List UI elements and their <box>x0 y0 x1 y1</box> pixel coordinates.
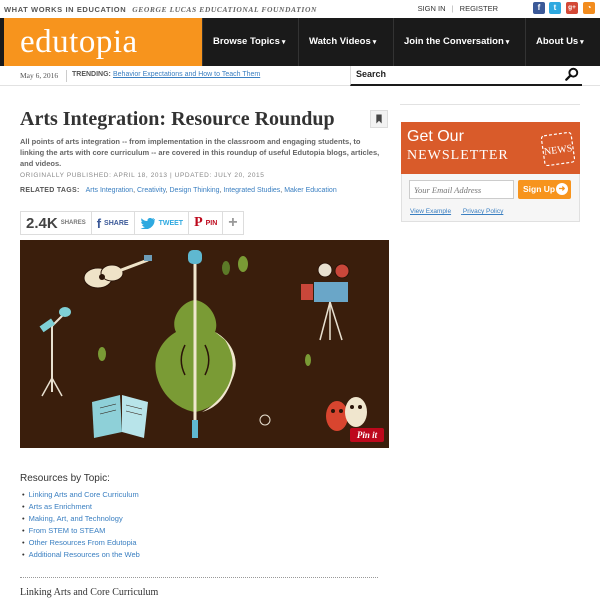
facebook-icon: f <box>96 215 102 231</box>
logo-text: edutopia <box>20 24 138 60</box>
news-stamp-icon <box>541 132 575 166</box>
magnifier-icon[interactable] <box>565 67 579 81</box>
twitter-icon[interactable]: t <box>549 2 561 14</box>
search-label: Search <box>356 69 387 79</box>
more-share-button[interactable]: + <box>228 214 238 231</box>
newsletter-links <box>410 208 513 215</box>
trending-link[interactable]: Behavior Expectations and How to Teach Them <box>113 71 261 78</box>
top-utility-bar <box>0 0 600 18</box>
site-tagline <box>4 5 317 14</box>
resources-heading: Resources by Topic: <box>20 473 110 484</box>
share-bar <box>20 211 244 235</box>
tag-link[interactable]: Design Thinking <box>169 187 220 194</box>
tag-link[interactable]: Maker Education <box>284 187 337 194</box>
resource-link[interactable]: • Other Resources From Edutopia <box>22 537 140 549</box>
sidebar-divider <box>400 104 580 105</box>
email-field[interactable]: Your Email Address <box>409 180 514 199</box>
section-divider <box>20 577 378 578</box>
tags-label: RELATED TAGS: <box>20 187 80 194</box>
pinterest-share-button[interactable] <box>189 212 223 234</box>
edutopia-logo[interactable] <box>4 18 202 66</box>
facebook-share-button[interactable] <box>92 212 135 234</box>
share-count-value: 2.4K <box>26 214 58 232</box>
sign-in-link[interactable]: SIGN IN <box>417 4 446 13</box>
share-count-label: SHARES <box>60 220 86 226</box>
search-box[interactable] <box>350 66 582 86</box>
sign-up-button[interactable] <box>518 180 571 199</box>
resource-link[interactable]: • Making, Art, and Technology <box>22 513 140 525</box>
current-date: May 6, 2016 <box>20 71 59 80</box>
share-count <box>21 212 92 234</box>
newsletter-banner <box>401 122 580 174</box>
nav-about-us[interactable]: About Us ▾ <box>525 18 600 66</box>
newsletter-line1: Get Our <box>407 128 464 145</box>
account-links <box>414 4 498 13</box>
nav-join-conversation[interactable]: Join the Conversation ▾ <box>393 18 523 66</box>
privacy-policy-link[interactable]: Privacy Policy <box>462 208 504 215</box>
resource-link[interactable]: • Arts as Enrichment <box>22 501 140 513</box>
foundation-link[interactable]: GEORGE LUCAS EDUCATIONAL FOUNDATION <box>132 5 317 14</box>
news-stamp-text: NEWS <box>543 143 574 158</box>
tag-link[interactable]: Integrated Studies <box>223 187 281 194</box>
view-example-link[interactable]: View Example <box>410 208 452 215</box>
nav-browse-topics[interactable]: Browse Topics ▾ <box>202 18 296 66</box>
related-tags: RELATED TAGS: Arts Integration, Creativity, Design Thinking, Integrated Studies, Maker Education <box>20 187 337 194</box>
article-title: Arts Integration: Resource Roundup <box>20 108 335 130</box>
subbar-divider <box>66 70 67 82</box>
book-illustration <box>92 395 148 438</box>
tagline-text: WHAT WORKS IN EDUCATION <box>4 5 127 14</box>
trending-label: TRENDING: <box>72 71 111 78</box>
bookmark-button[interactable] <box>370 110 388 128</box>
link-separator: | <box>451 4 454 13</box>
publish-info: ORIGINALLY PUBLISHED: APRIL 18, 2013 | UPDATED: JULY 20, 2015 <box>20 172 265 179</box>
hero-illustration <box>20 240 389 448</box>
facebook-share-label: SHARE <box>104 219 129 227</box>
section-heading: Linking Arts and Core Curriculum <box>20 587 159 598</box>
pin-it-button[interactable]: Pin it <box>350 428 384 442</box>
facebook-icon[interactable]: f <box>533 2 545 14</box>
article-intro: All points of arts integration -- from implementation in the classroom and engaging students, to linking the arts with core curriculum -- are covered in this roundup of useful Edutopia blogs, articles, and videos. <box>20 137 380 168</box>
nav-watch-videos[interactable]: Watch Videos ▾ <box>298 18 386 66</box>
site-header <box>0 18 600 66</box>
bookmark-icon <box>371 111 387 127</box>
resource-link[interactable]: • Additional Resources on the Web <box>22 549 140 561</box>
pinterest-icon: P <box>194 215 203 230</box>
tag-link[interactable]: Arts Integration <box>85 187 134 194</box>
arrow-right-icon: ➜ <box>556 183 568 195</box>
resource-link[interactable]: • Linking Arts and Core Curriculum <box>22 489 140 501</box>
register-link[interactable]: REGISTER <box>459 4 498 13</box>
resource-link[interactable]: • From STEM to STEAM <box>22 525 140 537</box>
twitter-icon <box>140 217 156 229</box>
resources-list <box>22 489 140 561</box>
newsletter-line2: NEWSLETTER <box>407 148 509 163</box>
twitter-share-button[interactable] <box>135 212 190 234</box>
tag-link[interactable]: Creativity <box>136 187 166 194</box>
google-plus-icon[interactable]: g+ <box>566 2 578 14</box>
rss-icon[interactable]: ◔ <box>583 2 595 14</box>
pinterest-share-label: PIN <box>205 219 218 227</box>
twitter-share-label: TWEET <box>158 219 184 227</box>
sign-up-label: Sign Up <box>523 184 556 194</box>
